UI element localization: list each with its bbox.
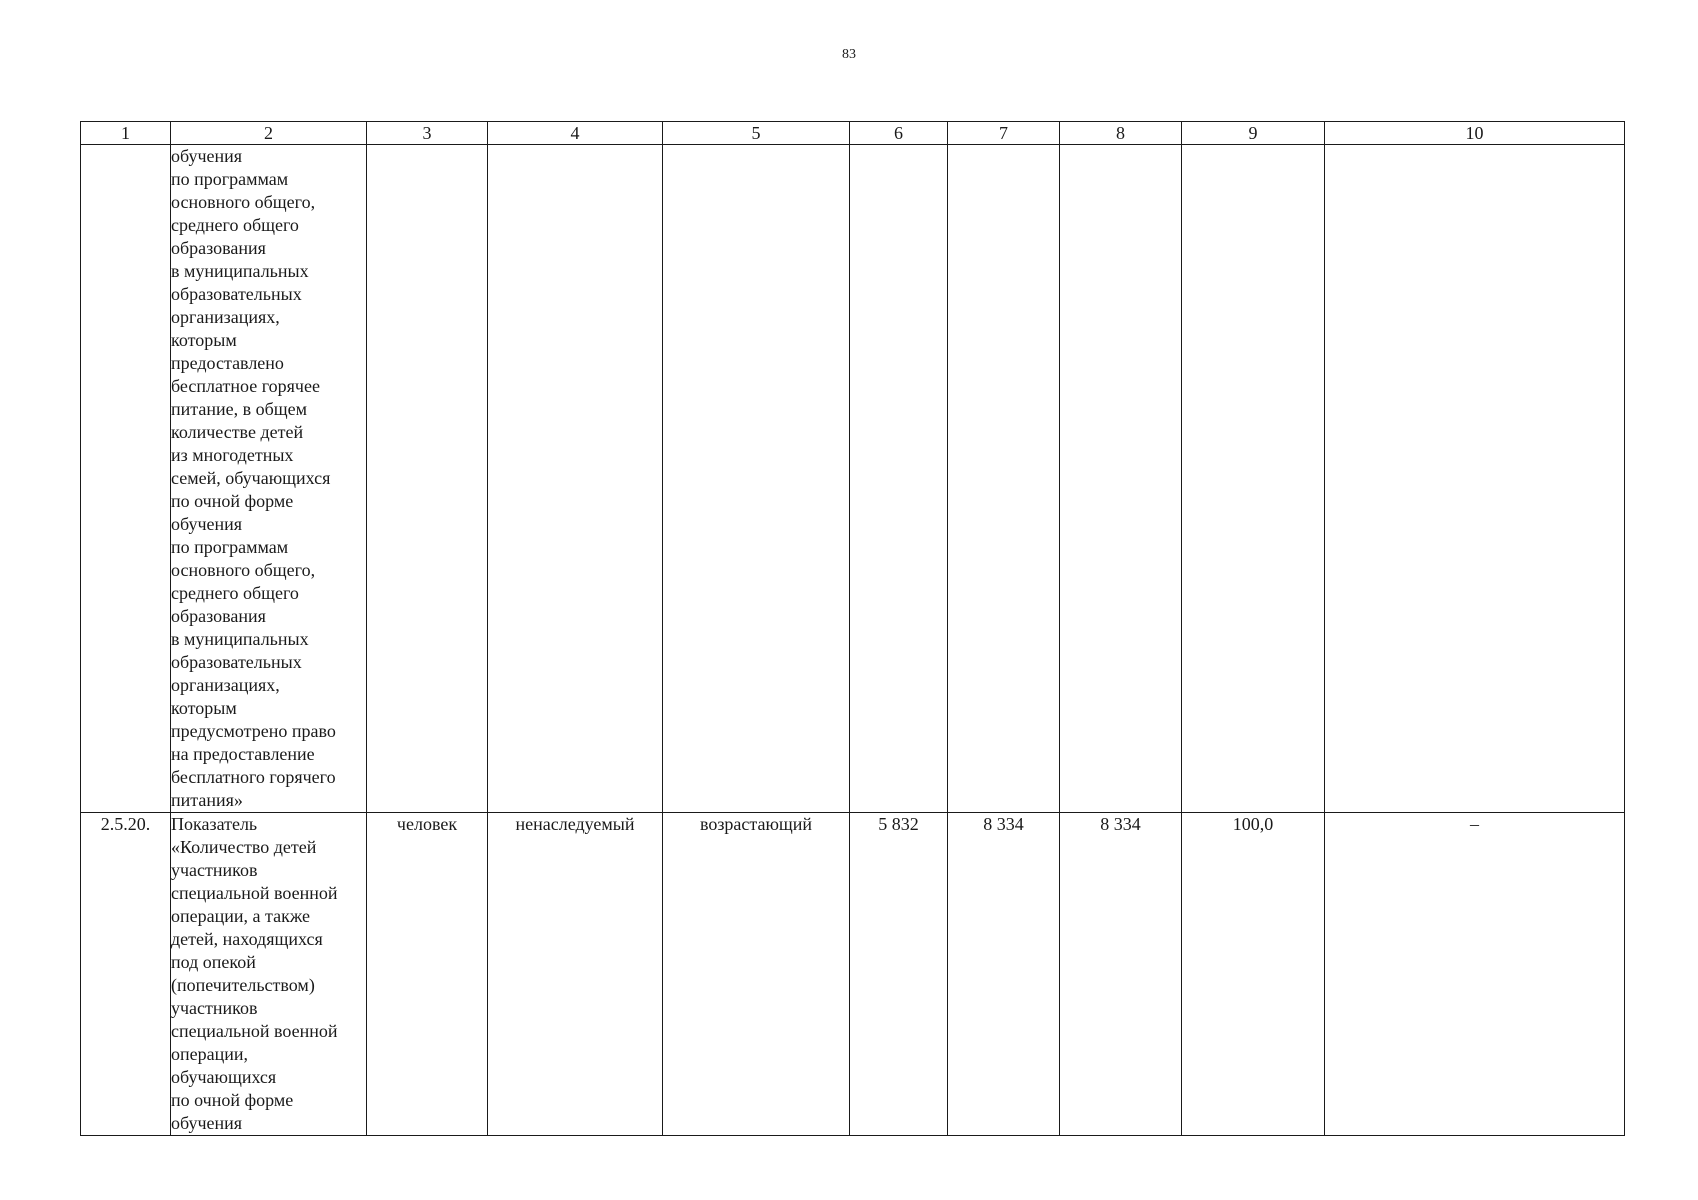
trend-cell xyxy=(663,145,850,813)
value-9-cell: 100,0 xyxy=(1182,813,1325,1136)
value-7-cell: 8 334 xyxy=(948,813,1060,1136)
value-6-cell xyxy=(850,145,948,813)
column-header-5: 5 xyxy=(663,122,850,145)
indicator-name-cell: обучения по программам основного общего, среднего общего образования в муниципальных образовательных организациях, которым предоставлено бесплатное горячее питание, в общем количестве детей из многодетных семей, обучающихся по очной форме обучения по программам основного общего, среднего общего образования в муниципальных образовательных организациях, которым предусмотрено право на предоставление бесплатного горячего питания» xyxy=(171,145,367,813)
value-6-cell: 5 832 xyxy=(850,813,948,1136)
column-header-2: 2 xyxy=(171,122,367,145)
value-7-cell xyxy=(948,145,1060,813)
indicators-table xyxy=(80,121,1625,1136)
unit-cell: человек xyxy=(367,813,488,1136)
value-9-cell xyxy=(1182,145,1325,813)
type-cell: ненаследуемый xyxy=(488,813,663,1136)
column-header-8: 8 xyxy=(1060,122,1182,145)
trend-cell: возрастающий xyxy=(663,813,850,1136)
column-header-3: 3 xyxy=(367,122,488,145)
column-header-1: 1 xyxy=(81,122,171,145)
table-row-continuation xyxy=(81,145,1625,813)
column-number-row xyxy=(81,122,1625,145)
note-cell xyxy=(1325,145,1625,813)
table-row-2-5-20 xyxy=(81,813,1625,1136)
column-header-7: 7 xyxy=(948,122,1060,145)
value-8-cell: 8 334 xyxy=(1060,813,1182,1136)
column-header-10: 10 xyxy=(1325,122,1625,145)
row-number-cell: 2.5.20. xyxy=(81,813,171,1136)
unit-cell xyxy=(367,145,488,813)
value-8-cell xyxy=(1060,145,1182,813)
type-cell xyxy=(488,145,663,813)
row-number-cell xyxy=(81,145,171,813)
note-cell: – xyxy=(1325,813,1625,1136)
column-header-6: 6 xyxy=(850,122,948,145)
column-header-9: 9 xyxy=(1182,122,1325,145)
column-header-4: 4 xyxy=(488,122,663,145)
indicator-name-cell: Показатель «Количество детей участников специальной военной операции, а также детей, находящихся под опекой (попечительством) участников специальной военной операции, обучающихся по очной форме обучения xyxy=(171,813,367,1136)
page-number: 83 xyxy=(842,47,856,62)
